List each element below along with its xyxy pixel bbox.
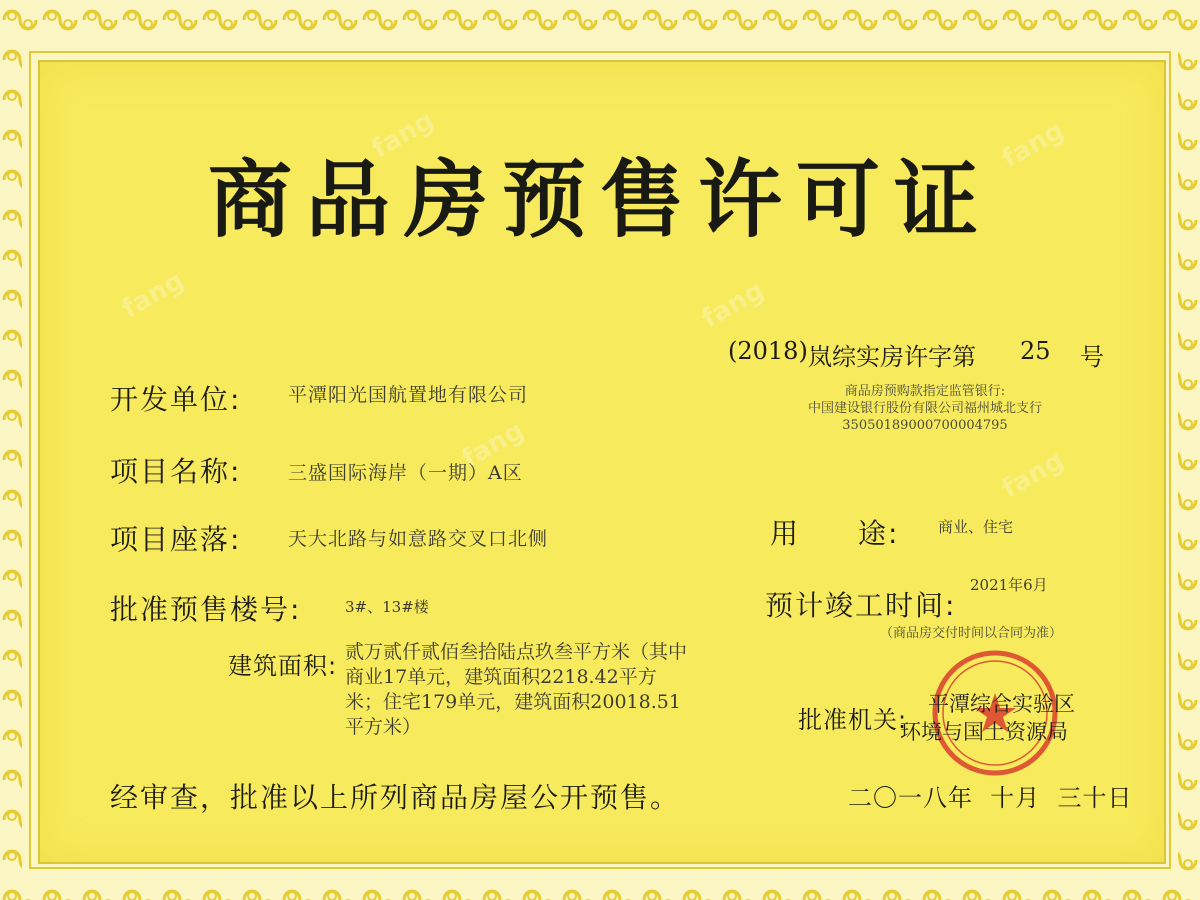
usage-label-b: 途: xyxy=(858,517,900,550)
certificate-title: 商品房预售许可证 xyxy=(207,151,992,249)
developer-value: 平潭阳光国航置地有限公司 xyxy=(288,384,529,406)
location-value: 天大北路与如意路交叉口北侧 xyxy=(288,528,549,550)
completion-note: （商品房交付时间以合同为准） xyxy=(880,626,1063,641)
cert-number: 25 xyxy=(1020,337,1051,365)
developer-label: 开发单位: xyxy=(110,383,242,416)
usage-label-a: 用 xyxy=(770,517,801,550)
cert-year: (2018) xyxy=(728,337,808,365)
project-name-label: 项目名称: xyxy=(110,455,242,488)
watermark: fang xyxy=(996,115,1070,175)
cert-number-prefix: 岚综实房许字第 xyxy=(808,343,976,371)
watermark: fang xyxy=(696,275,770,335)
completion-value: 2021年6月 xyxy=(970,576,1048,594)
usage-value: 商业、住宅 xyxy=(938,518,1014,536)
issue-date: 二〇一八年 十月 三十日 xyxy=(848,784,1133,812)
approving-authority xyxy=(900,690,1100,746)
supervising-bank xyxy=(760,383,1090,434)
approval-statement: 经审查，批准以上所列商品房屋公开预售。 xyxy=(110,781,681,814)
watermark: fang xyxy=(366,105,440,165)
bank-account: 35050189000700004795 xyxy=(842,418,1008,433)
buildings-value: 3#、13#楼 xyxy=(345,598,429,616)
cert-number-suffix: 号 xyxy=(1080,343,1104,371)
authority-line-2: 环境与国土资源局 xyxy=(900,720,1068,744)
bank-name: 中国建设银行股份有限公司福州城北支行 xyxy=(807,401,1042,416)
watermark: fang xyxy=(996,445,1070,505)
completion-label: 预计竣工时间: xyxy=(765,589,957,622)
project-name-value: 三盛国际海岸（一期）A区 xyxy=(288,462,523,484)
watermark: fang xyxy=(456,415,530,475)
location-label: 项目座落: xyxy=(110,523,242,556)
authority-line-1: 平潭综合实验区 xyxy=(928,692,1075,716)
authority-label: 批准机关: xyxy=(798,706,908,734)
area-value: 贰万贰仟贰佰叁拾陆点玖叁平方米（其中商业17单元，建筑面积2218.42平方米；住宅179单元，建筑面积20018.51平方米） xyxy=(345,641,688,738)
area-label: 建筑面积: xyxy=(228,652,338,680)
bank-heading: 商品房预购款指定监管银行: xyxy=(844,384,1006,399)
watermark: fang xyxy=(116,265,190,325)
buildings-label: 批准预售楼号: xyxy=(110,593,302,626)
